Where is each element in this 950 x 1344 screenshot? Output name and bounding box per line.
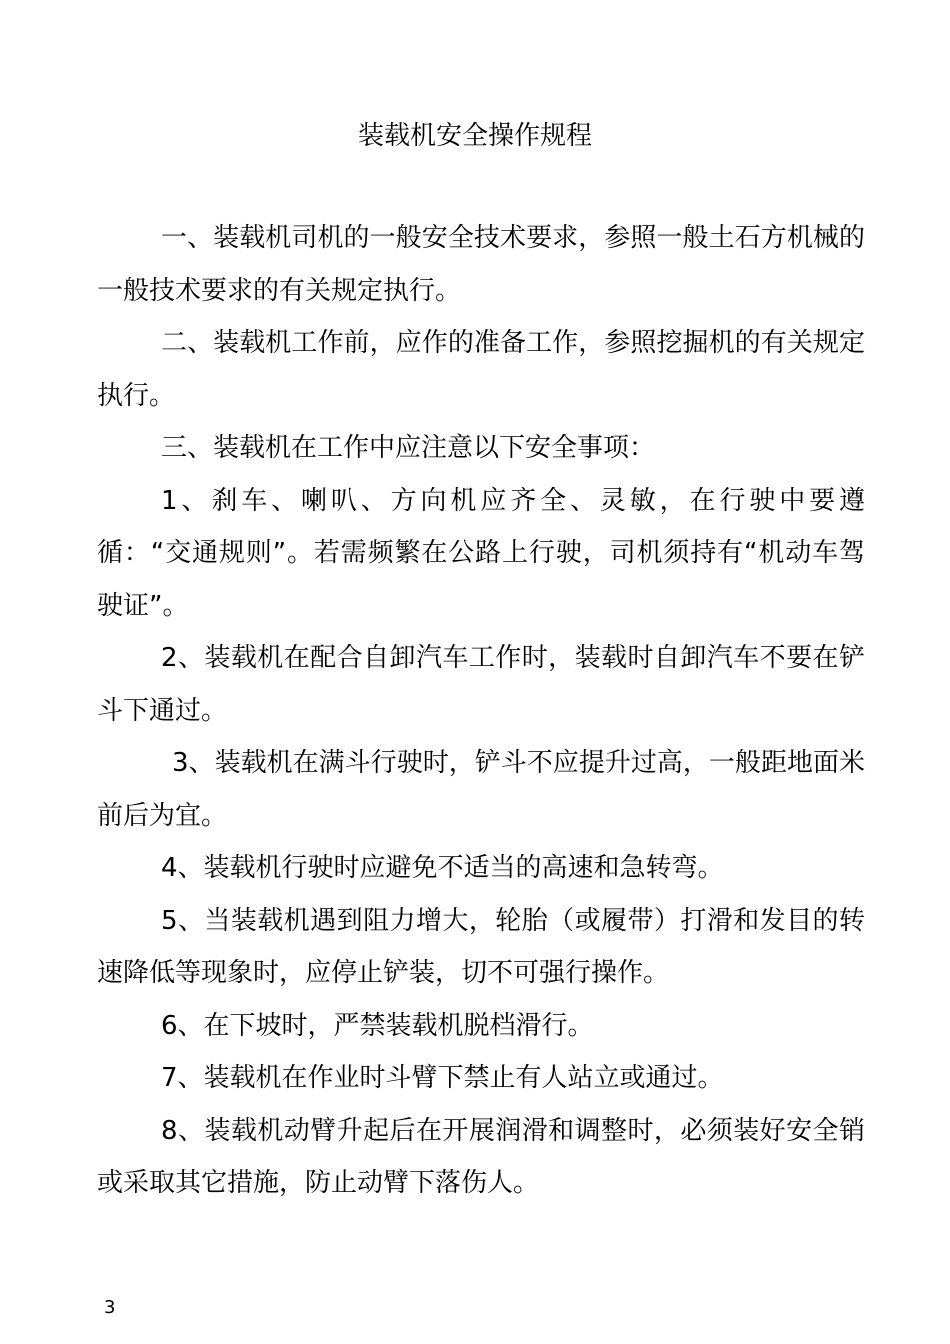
list-item-8: 8、装载机动臂升起后在开展润滑和调整时，必须装好安全销或采取其它措施，防止动臂下落伤人。 xyxy=(97,1115,865,1198)
paragraph-section-3: 三、装载机在工作中应注意以下安全事项： xyxy=(161,433,656,463)
list-item-5: 5、当装载机遇到阻力增大，轮胎（或履带）打滑和发目的转速降低等现象时，应停止铲装，切不可强行操作。 xyxy=(97,905,865,988)
paragraph-section-2: 二、装载机工作前，应作的准备工作，参照挖掘机的有关规定执行。 xyxy=(97,328,865,411)
document-body xyxy=(97,212,865,1210)
list-item-7: 7、装载机在作业时斗臂下禁止有人站立或通过。 xyxy=(161,1063,724,1093)
document-title: 装载机安全操作规程 xyxy=(357,121,592,151)
list-item-3: 3、装载机在满斗行驶时，铲斗不应提升过高，一般距地面米前后为宜。 xyxy=(97,748,865,831)
list-item-1: 1、刹车、喇叭、方向机应齐全、灵敏，在行驶中要遵循：“交通规则”。若需频繁在公路上行驶，司机须持有“机动车驾驶证”。 xyxy=(97,485,865,621)
list-item-2: 2、装载机在配合自卸汽车工作时，装载时自卸汽车不要在铲斗下通过。 xyxy=(97,643,865,726)
list-item-4: 4、装载机行驶时应避免不适当的高速和急转弯。 xyxy=(161,853,724,883)
list-item-6: 6、在下坡时，严禁装载机脱档滑行。 xyxy=(161,1010,594,1041)
paragraph-section-1: 一、装载机司机的一般安全技术要求，参照一般土石方机械的一般技术要求的有关规定执行。 xyxy=(97,223,865,306)
page-number: 3 xyxy=(104,1297,116,1318)
